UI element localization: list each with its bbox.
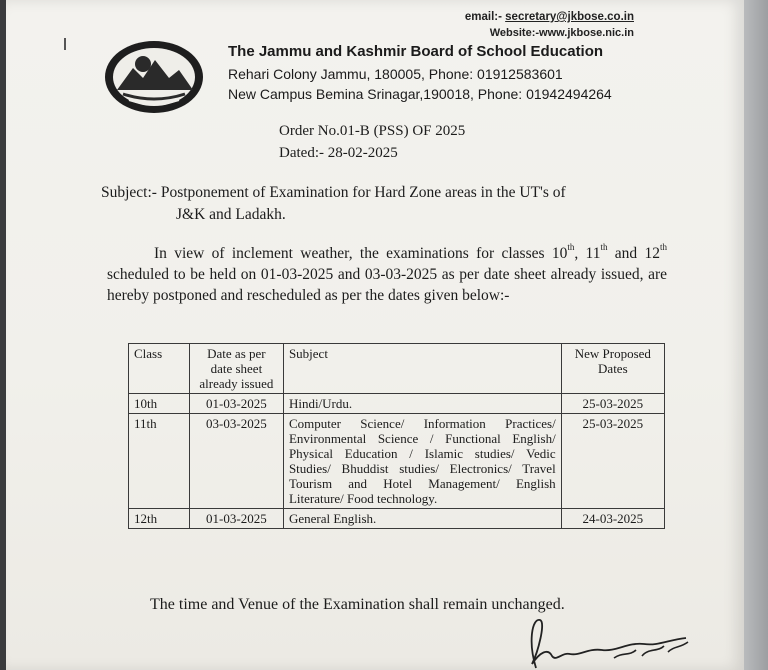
website-link[interactable]: www.jkbose.nic.in — [539, 27, 634, 39]
header-date: Date as per date sheet already issued — [189, 344, 283, 394]
cell-new-date: 25-03-2025 — [561, 394, 664, 414]
address-srinagar: New Campus Bemina Srinagar,190018, Phone: 01942494264 — [228, 86, 612, 102]
margin-mark — [64, 38, 66, 50]
signature — [518, 612, 698, 670]
cell-new-date: 24-03-2025 — [561, 509, 664, 529]
header-class: Class — [129, 344, 190, 394]
cell-subject: Computer Science/ Information Practices/ Environmental Science / Functional English/ Physical Education / Islamic studies/ Vedic Studies/ Bhuddist studies/ Electronics/ Travel Tourism and Hotel Management/ English Literature/ Food technology. — [283, 414, 561, 509]
org-name: The Jammu and Kashmir Board of School Education — [228, 43, 604, 60]
jkbose-logo — [103, 38, 206, 116]
body-paragraph: In view of inclement weather, the examinations for classes 10th, 11th and 12th scheduled to be held on 01-03-2025 and 03-03-2025 as per date sheet already issued, are hereby postponed and rescheduled as per the dates given below:- — [107, 242, 667, 304]
cell-subject: Hindi/Urdu. — [283, 394, 561, 414]
website-line — [490, 27, 634, 39]
header-subject: Subject — [283, 344, 561, 394]
order-number: Order No.01-B (PSS) OF 2025 — [279, 123, 466, 139]
subject-label: Subject:- — [101, 184, 157, 201]
table-row — [129, 509, 665, 529]
address-jammu: Rehari Colony Jammu, 180005, Phone: 01912583601 — [228, 66, 563, 82]
table-row — [129, 394, 665, 414]
background-edge — [744, 0, 768, 670]
cell-class: 12th — [129, 509, 190, 529]
cell-subject: General English. — [283, 509, 561, 529]
email-label: email:- — [464, 11, 502, 23]
subject-text-cont: J&K and Ladakh. — [176, 206, 286, 223]
table-row — [129, 414, 665, 509]
rescheduled-exam-table — [128, 343, 665, 529]
order-date: Dated:- 28-02-2025 — [279, 145, 398, 161]
website-label: Website:- — [489, 27, 540, 39]
document-page — [6, 0, 744, 670]
subject-text: Postponement of Examination for Hard Zone areas in the UT's of — [160, 184, 566, 201]
cell-date: 01-03-2025 — [189, 394, 283, 414]
header-new-date: New Proposed Dates — [561, 344, 664, 394]
cell-date: 03-03-2025 — [189, 414, 283, 509]
subject-line — [101, 182, 681, 226]
email-line — [465, 11, 634, 23]
email-link[interactable]: secretary@jkbose.co.in — [505, 11, 634, 23]
cell-new-date: 25-03-2025 — [561, 414, 664, 509]
footer-note: The time and Venue of the Examination shall remain unchanged. — [150, 596, 565, 613]
cell-date: 01-03-2025 — [189, 509, 283, 529]
cell-class: 10th — [129, 394, 190, 414]
cell-class: 11th — [129, 414, 190, 509]
table-header-row — [129, 344, 665, 394]
